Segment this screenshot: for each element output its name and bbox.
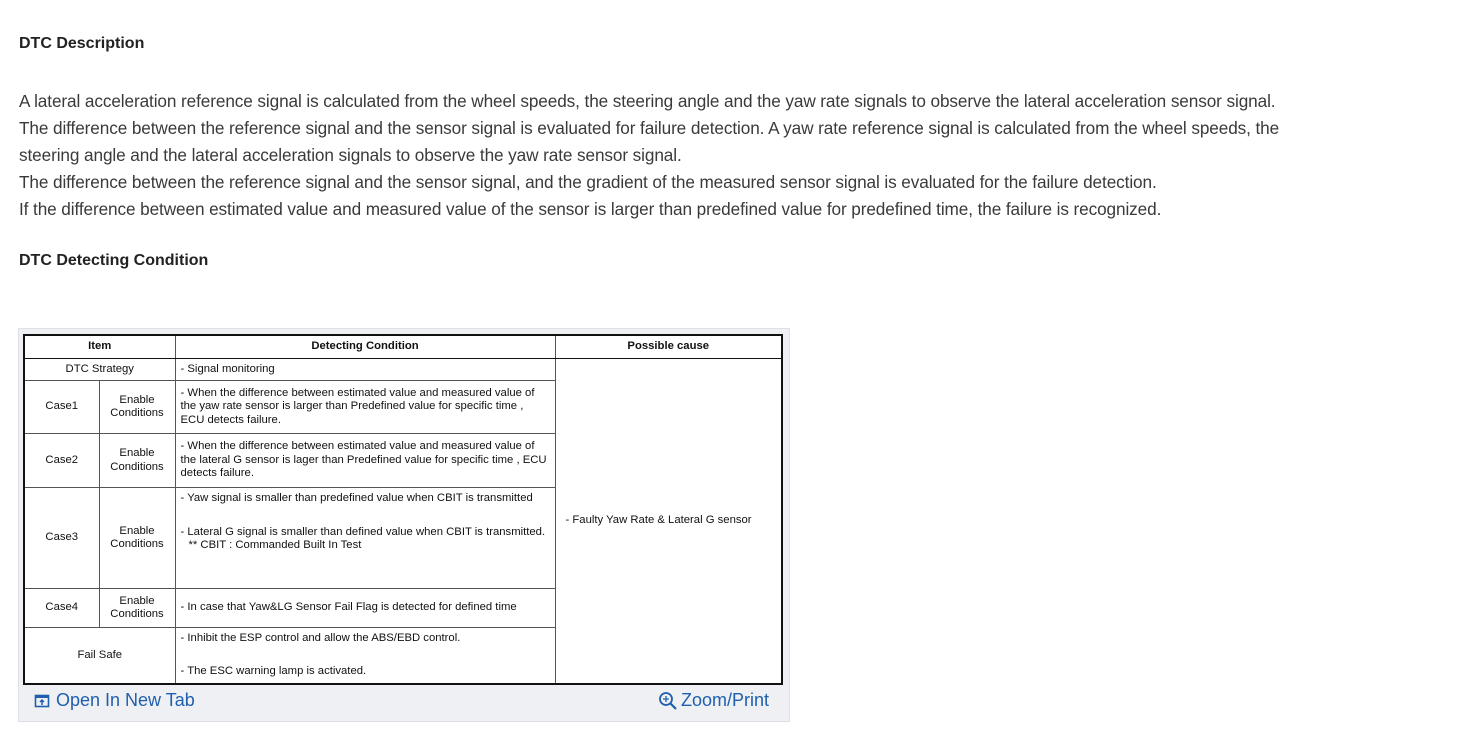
open-new-tab-label: Open In New Tab (56, 690, 195, 710)
item-cell: Case4 (24, 589, 99, 628)
table-row (24, 359, 782, 381)
condition-cell: - When the difference between estimated value and measured value of the lateral G sensor is lager than Predefined value for specific time , ECU detects failure. (175, 434, 555, 488)
detecting-condition-table (23, 334, 783, 685)
condition-cell: - In case that Yaw&LG Sensor Fail Flag is detected for defined time (175, 589, 555, 628)
condition-cell: - When the difference between estimated value and measured value of the yaw rate sensor is larger than Predefined value for specific time , ECU detects failure. (175, 381, 555, 434)
item-cell: Case3 (24, 488, 99, 589)
enable-cell: Enable Conditions (99, 434, 175, 488)
condition-cell: - Signal monitoring (175, 359, 555, 381)
zoom-print-link[interactable] (658, 690, 769, 711)
open-new-tab-icon (34, 693, 50, 709)
enable-cell: Enable Conditions (99, 381, 175, 434)
condition-cell (175, 628, 555, 684)
enable-cell: Enable Conditions (99, 589, 175, 628)
description-line: The difference between the reference signal and the sensor signal is evaluated for failure detection. A yaw rate reference signal is calculated from the wheel speeds, the (19, 118, 1280, 138)
description-line: If the difference between estimated value and measured value of the sensor is larger than predefined value for predefined time, the failure is recognized. (19, 199, 1162, 219)
header-detecting-condition: Detecting Condition (175, 335, 555, 359)
item-cell: DTC Strategy (24, 359, 175, 381)
description-line: steering angle and the lateral acceleration signals to observe the yaw rate sensor signal. (19, 145, 682, 165)
header-possible-cause: Possible cause (555, 335, 782, 359)
possible-cause-cell: - Faulty Yaw Rate & Lateral G sensor (555, 359, 782, 684)
header-item: Item (24, 335, 175, 359)
dtc-detecting-heading: DTC Detecting Condition (19, 252, 209, 269)
description-line: A lateral acceleration reference signal is calculated from the wheel speeds, the steering angle and the yaw rate signals to observe the lateral acceleration sensor signal. (19, 91, 1276, 111)
dtc-description-heading: DTC Description (19, 35, 145, 52)
open-in-new-tab-link[interactable] (34, 690, 195, 711)
item-cell: Case2 (24, 434, 99, 488)
enable-cell: Enable Conditions (99, 488, 175, 589)
description-line: The difference between the reference signal and the sensor signal, and the gradient of the measured sensor signal is evaluated for the failure detection. (19, 172, 1157, 192)
condition-text: - Yaw signal is smaller than predefined value when CBIT is transmitted (180, 492, 533, 504)
item-cell: Case1 (24, 381, 99, 434)
item-cell: Fail Safe (24, 628, 175, 684)
zoom-in-icon (658, 691, 678, 711)
dtc-description-text (19, 88, 1279, 223)
condition-text: - Lateral G signal is smaller than defined value when CBIT is transmitted. (180, 525, 546, 538)
condition-text: - Inhibit the ESP control and allow the ABS/EBD control. (180, 631, 461, 644)
condition-cell (175, 488, 555, 589)
cbit-note: ** CBIT : Commanded Built In Test (188, 539, 362, 551)
zoom-print-label: Zoom/Print (681, 690, 770, 710)
condition-text: - The ESC warning lamp is activated. (180, 665, 367, 678)
